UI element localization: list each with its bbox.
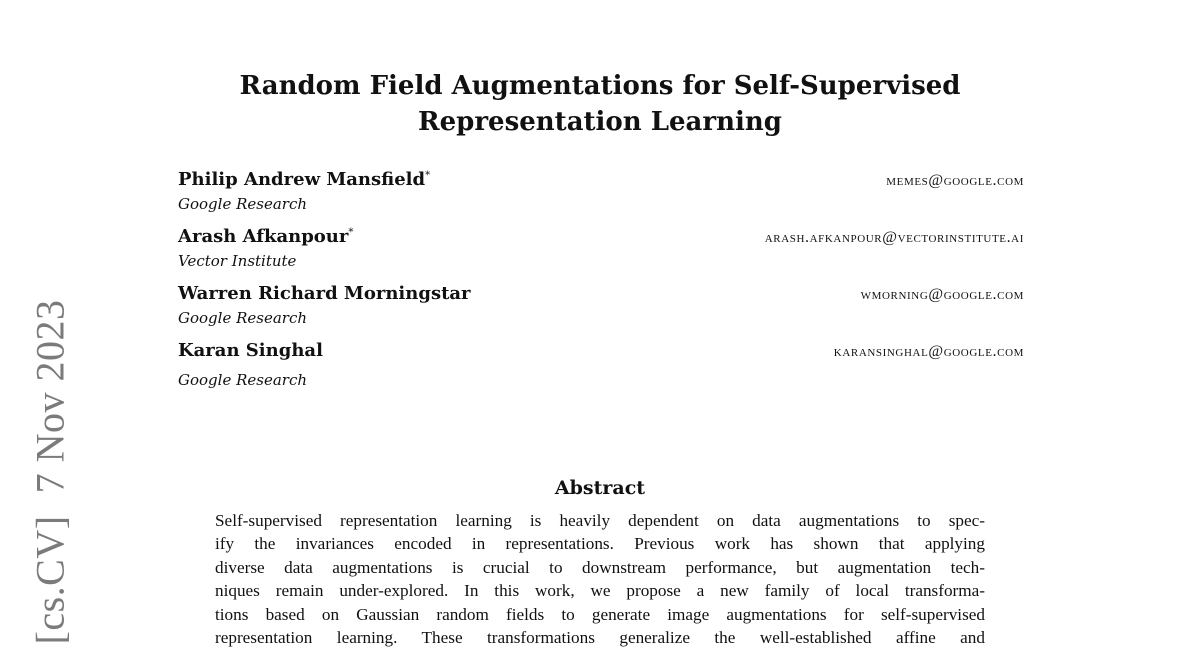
author-name: Philip Andrew Mansfield* xyxy=(178,169,431,190)
abstract-line: tions based on Gaussian random fields to generate image augmentations for self-supervised xyxy=(215,604,985,624)
author-name: Warren Richard Morningstar xyxy=(178,283,471,304)
author-name: Arash Afkanpour* xyxy=(178,226,354,247)
author-email[interactable]: wmorning@google.com xyxy=(860,286,1024,303)
author-entry xyxy=(178,282,1024,339)
author-affiliation: Vector Institute xyxy=(178,252,297,270)
equal-contribution-mark: * xyxy=(348,227,354,238)
arxiv-stamp xyxy=(27,300,74,645)
author-email[interactable]: karansinghal@google.com xyxy=(833,343,1024,360)
abstract-line: Self-supervised representation learning is heavily dependent on data augmentations to spec- xyxy=(215,511,985,530)
author-affiliation: Google Research xyxy=(178,195,308,213)
author-affiliation: Google Research xyxy=(178,371,308,389)
arxiv-category: [cs.CV] xyxy=(27,515,73,645)
author-entry xyxy=(178,168,1024,225)
equal-contribution-mark: * xyxy=(425,170,431,181)
abstract-line: niques remain under-explored. In this work, we propose a new family of local transforma- xyxy=(215,581,985,601)
abstract-line: representation learning. These transformations generalize the well-established affine and xyxy=(215,627,985,647)
author-name: Karan Singhal xyxy=(178,340,323,361)
author-entry xyxy=(178,339,1024,396)
abstract-heading: Abstract xyxy=(554,477,646,499)
abstract-line: ify the invariances encoded in representations. Previous work has shown that applying xyxy=(215,534,985,554)
abstract-line: diverse data augmentations is crucial to downstream performance, but augmentation tech- xyxy=(215,557,985,577)
paper-title xyxy=(0,68,1200,140)
author-email[interactable]: memes@google.com xyxy=(886,172,1024,189)
title-line-1: Random Field Augmentations for Self-Supervised xyxy=(239,71,961,101)
title-line-2: Representation Learning xyxy=(418,107,782,137)
abstract-body xyxy=(215,509,985,649)
author-entry xyxy=(178,225,1024,282)
author-list xyxy=(178,168,1024,396)
author-email[interactable]: arash.afkanpour@vectorinstitute.ai xyxy=(764,229,1024,246)
arxiv-date: 7 Nov 2023 xyxy=(27,299,73,494)
author-affiliation: Google Research xyxy=(178,309,308,327)
